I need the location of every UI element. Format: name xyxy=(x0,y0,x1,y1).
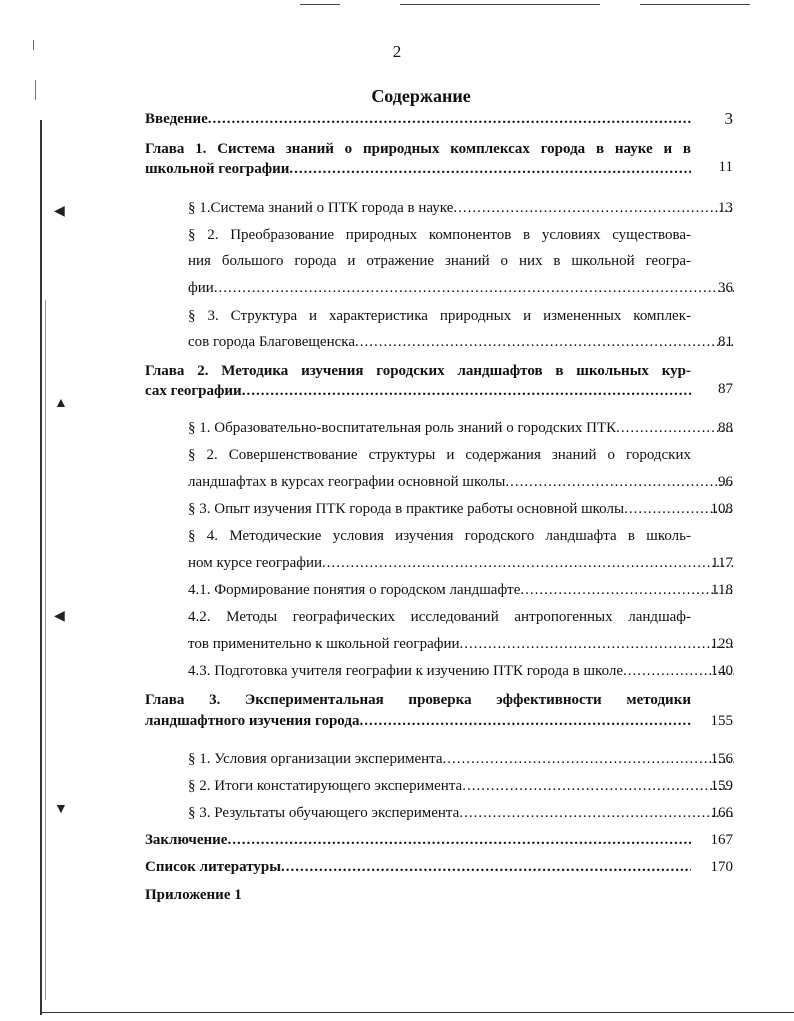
toc-entry-title-cont: сов города Благовещенска xyxy=(188,334,355,350)
toc-entry-page: 166 xyxy=(710,805,733,821)
toc-entry-page: 13 xyxy=(718,200,733,216)
scan-edge xyxy=(45,300,46,1000)
toc-entry-title-cont: ландшафтах в курсах географии основной школы xyxy=(188,474,506,490)
page-title: Содержание xyxy=(371,86,471,106)
toc-entry-title: Список литературы xyxy=(145,859,281,875)
toc-entry-title: Глава 3. Экспериментальная проверка эффективности методики xyxy=(145,692,691,708)
toc-entry-title-cont: школьной географии xyxy=(145,161,290,177)
toc-entry-title: § 1. Условия организации эксперимента xyxy=(188,751,443,767)
toc-entry-page: 3 xyxy=(724,109,733,128)
toc-entry-title: Глава 1. Система знаний о природных комплексах города в науке и в xyxy=(145,141,691,157)
scan-mark: ◀ xyxy=(54,609,65,624)
toc-entry-title: § 2. Совершенствование структуры и содержания знаний о городских xyxy=(188,447,691,463)
toc-entry-title: 4.2. Методы географических исследований антропогенных ландшаф- xyxy=(188,609,691,625)
scan-edge xyxy=(40,1012,794,1013)
scan-edge xyxy=(300,4,340,5)
toc-entry-title: § 1. Образовательно-воспитательная роль знаний о городских ПТК xyxy=(188,420,617,436)
scan-edge xyxy=(640,4,750,5)
toc-entry-page: 140 xyxy=(710,663,733,679)
toc-entry-title: § 2. Преобразование природных компонентов в условиях существова- xyxy=(188,227,691,243)
toc-entry-page: 96 xyxy=(718,474,733,490)
toc-entry-page: 118 xyxy=(711,582,733,598)
scan-edge xyxy=(40,120,42,1015)
toc-entry-title: § 3. Опыт изучения ПТК города в практике работы основной школы xyxy=(188,501,625,517)
page-number: 2 xyxy=(392,42,402,61)
toc-entry-page: 159 xyxy=(710,778,733,794)
scan-mark: ◀ xyxy=(54,204,65,219)
toc-entry-page: 87 xyxy=(718,381,733,397)
scan-edge xyxy=(400,4,600,5)
toc-entry-page: 88 xyxy=(718,420,733,436)
toc-entry-title: 4.1. Формирование понятия о городском ландшафте xyxy=(188,582,521,598)
toc-entry-title-cont: фии xyxy=(188,280,214,296)
toc-entry-page: 11 xyxy=(718,159,733,175)
toc-entry-title: § 4. Методические условия изучения городского ландшафта в школь- xyxy=(188,528,691,544)
toc-entry-page: 129 xyxy=(710,636,733,652)
toc-entry-page: 170 xyxy=(710,859,733,875)
toc-entry-title: § 3. Результаты обучающего эксперимента xyxy=(188,805,460,821)
toc-entry-page: 117 xyxy=(711,555,733,571)
scan-mark: ▼ xyxy=(54,802,68,817)
toc-entry-title: Заключение xyxy=(145,832,228,848)
toc-entry-title: 4.3. Подготовка учителя географии к изучению ПТК города в школе xyxy=(188,663,624,679)
toc-entry-title-cont: ландшафтного изучения города xyxy=(145,713,360,729)
toc-entry-page: 156 xyxy=(710,751,733,767)
toc-entry-title: Введение xyxy=(145,111,208,127)
toc-entry-page: 167 xyxy=(710,832,733,848)
toc-entry-title-cont: ния большого города и отражение знаний о них в школьной геогра- xyxy=(188,253,691,269)
toc-entry-title-cont: сах географии xyxy=(145,383,242,399)
toc-entry-title: § 3. Структура и характеристика природных и измененных комплек- xyxy=(188,308,691,324)
toc-entry-page: 108 xyxy=(710,501,733,517)
toc-entry-title: Глава 2. Методика изучения городских ландшафтов в школьных кур- xyxy=(145,363,691,379)
toc-entry-page: 36 xyxy=(718,280,733,296)
toc-entry-title: § 1.Система знаний о ПТК города в науке xyxy=(188,200,454,216)
toc-entry-page: 155 xyxy=(710,713,733,729)
toc-entry-title-cont: тов применительно к школьной географии xyxy=(188,636,460,652)
toc-entry-title-cont: ном курсе географии xyxy=(188,555,323,571)
toc-entry-title: Приложение 1 xyxy=(145,887,242,903)
toc-entry-page: 81 xyxy=(718,334,733,350)
toc-entry-title: § 2. Итоги констатирующего эксперимента xyxy=(188,778,463,794)
scan-mark: ▲ xyxy=(54,396,68,411)
